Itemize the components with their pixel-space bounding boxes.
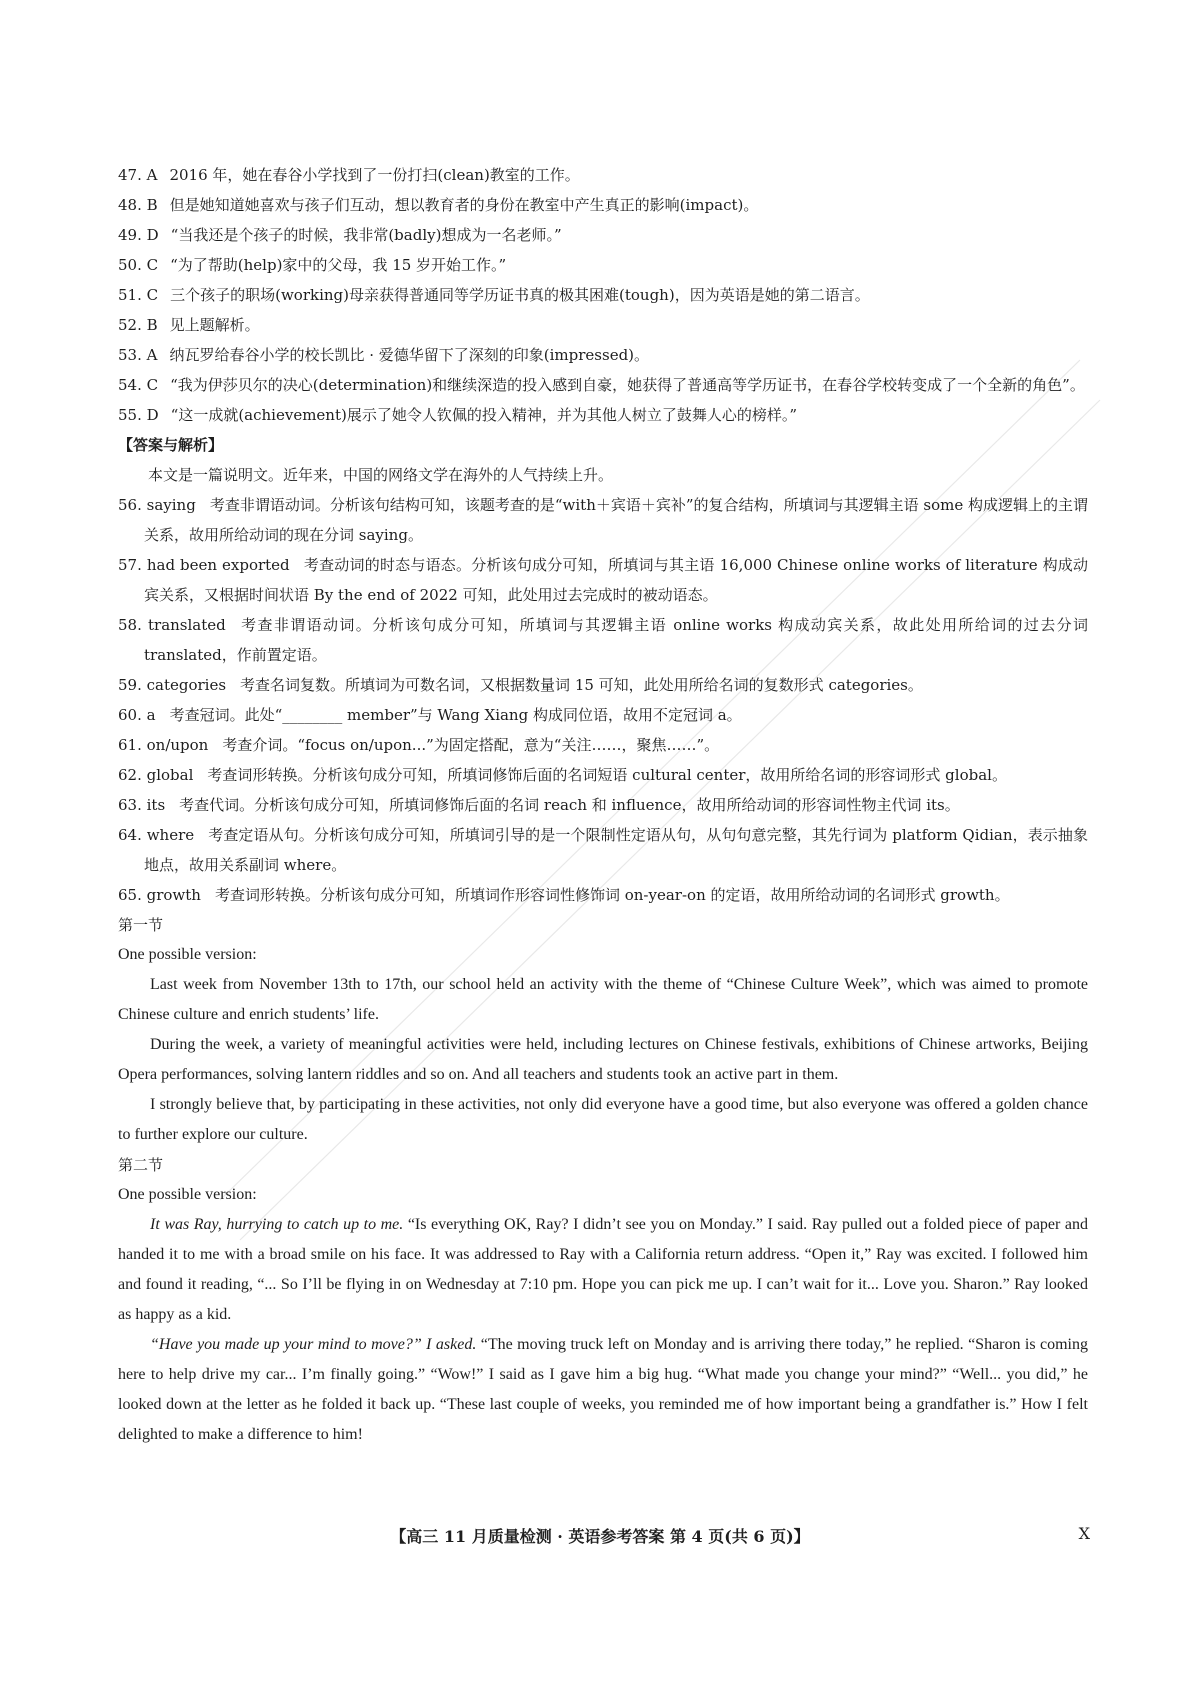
answer-explanation: 考查定语从句。分析该句成分可知，所填词引导的是一个限制性定语从句，从句句意完整，其先行词为 platform Qidian，表示抽象地点，故用关系副词 where。 [144,826,1088,874]
answer-item-59 [118,670,1088,700]
answer-explanation: 三个孩子的职场(working)母亲获得普通同等学历证书真的极其困难(tough)，因为英语是她的第二语言。 [170,286,870,304]
answer-explanation: 考查动词的时态与语态。分析该句成分可知，所填词与其主语 16,000 Chinese online works of literature 构成动宾关系，又根据时间状语 By the end of 2022 可知，此处用过去完成时的被动语态。 [144,556,1089,604]
answer-item-54 [118,370,1088,400]
answer-item-56 [118,490,1088,550]
answer-explanation: 但是她知道她喜欢与孩子们互动，想以教育者的身份在教室中产生真正的影响(impact)。 [169,196,759,214]
answer-explanation: 2016 年，她在春谷小学找到了一份打扫(clean)教室的工作。 [169,166,580,184]
answer-explanation: 见上题解析。 [169,316,260,334]
answer-explanation: “这一成就(achievement)展示了她令人钦佩的投入精神，并为其他人树立了鼓舞人心的榜样。” [170,406,798,424]
section-heading: 【答案与解析】 [118,436,224,454]
answer-item-61 [118,730,1088,760]
essay-text: “Is everything OK, Ray? I didn’t see you on Monday.” I said. Ray pulled out a folded piece of paper and handed it to me with a broad smile on his face. It was addressed to Ray with a California return address. “Open it,” Ray was excited. I followed him and found it reading, “... So I’ll be flying in on Wednesday at 7:10 pm. Hope you can pick me up. I can’t wait for it... Love you. Sharon.” Ray looked as happy as a kid. [118,1216,1089,1323]
essay-paragraph [118,1330,1088,1450]
essay-paragraph [118,1210,1088,1330]
answer-key: 62. global [118,766,194,784]
answer-explanation: 考查代词。分析该句成分可知，所填词修饰后面的名词 reach 和 influence，故用所给动词的形容词性物主代词 its。 [179,796,960,814]
answer-number: 54. C [118,376,159,394]
answer-explanation: 考查非谓语动词。分析该句成分可知，所填词与其逻辑主语 online works 构成动宾关系，故此处用所给词的过去分词 translated，作前置定语。 [144,616,1089,664]
answer-item-48 [118,190,1088,220]
answer-item-57 [118,550,1088,610]
answer-number: 51. C [118,286,159,304]
grammar-answers [118,490,1088,910]
answer-key: 61. on/upon [118,736,209,754]
answer-item-55 [118,400,1088,430]
answer-item-60 [118,700,1088,730]
answer-key: 58. translated [118,616,226,634]
writing-section-1 [118,910,1088,1150]
answer-item-58 [118,610,1088,670]
answer-number: 47. A [118,166,158,184]
answer-explanation: 纳瓦罗给春谷小学的校长凯比 · 爱德华留下了深刻的印象(impressed)。 [169,346,650,364]
answer-item-52 [118,310,1088,340]
answer-key: 65. growth [118,886,201,904]
essay-text: “The moving truck left on Monday and is arriving there today,” he replied. “Sharon is coming here to help drive my car... I’m finally going.” “Wow!” I said as I gave him a big hug. “What made you change your mind?” “Well... you did,” he looked down at the letter as he folded it back up. “These last couple of weeks, you reminded me of how important being a grandfather is.” How I felt delighted to make a difference to him! [118,1336,1088,1443]
answer-explanation: “为了帮助(help)家中的父母，我 15 岁开始工作。” [170,256,507,274]
answer-item-64 [118,820,1088,880]
answer-number: 50. C [118,256,159,274]
answer-explanation: 考查非谓语动词。分析该句结构可知，该题考查的是“with＋宾语＋宾补”的复合结构，所填词与其逻辑主语 some 构成逻辑上的主谓关系，故用所给动词的现在分词 saying。 [144,496,1088,544]
essay-paragraph: During the week, a variety of meaningful activities were held, including lectures on Chinese festivals, exhibitions of Chinese artworks, Beijing Opera performances, solving lantern riddles and so on. And all teachers and students took an active part in them. [118,1036,1088,1083]
essay-paragraph: I strongly believe that, by participating in these activities, not only did everyone have a good time, but also everyone was offered a golden chance to further explore our culture. [118,1096,1088,1143]
answer-item-62 [118,760,1088,790]
answer-key: 57. had been exported [118,556,290,574]
answer-explanation: 考查冠词。此处“________ member”与 Wang Xiang 构成同位语，故用不定冠词 a。 [169,706,742,724]
answer-explanation: 考查介词。“focus on/upon...”为固定搭配，意为“关注……，聚焦……”。 [222,736,720,754]
answer-explanation: “我为伊莎贝尔的决心(determination)和继续深造的投入感到自豪，她获得了普通高等学历证书，在春谷学校转变成了一个全新的角色”。 [170,376,1085,394]
given-opening-sentence: It was Ray, hurrying to catch up to me. [150,1216,404,1233]
answer-number: 55. D [118,406,159,424]
section-title: 第二节 [118,1156,164,1174]
answer-number: 53. A [118,346,158,364]
given-opening-sentence: “Have you made up your mind to move?” I asked. [150,1336,477,1353]
writing-section-2 [118,1150,1088,1450]
answer-explanation: 考查词形转换。分析该句成分可知，所填词作形容词性修饰词 on-year-on 的定语，故用所给动词的名词形式 growth。 [214,886,1010,904]
version-label: One possible version: [118,1186,257,1203]
answer-key: 59. categories [118,676,227,694]
answer-number: 48. B [118,196,158,214]
answer-content [118,160,1088,1450]
answer-key: 60. a [118,706,156,724]
answer-item-47 [118,160,1088,190]
essay-paragraph: Last week from November 13th to 17th, our school held an activity with the theme of “Chinese Culture Week”, which was aimed to promote Chinese culture and enrich students’ life. [118,976,1088,1023]
reading-answers [118,160,1088,430]
answer-item-49 [118,220,1088,250]
answer-item-53 [118,340,1088,370]
page-footer: 【高三 11 月质量检测 · 英语参考答案 第 4 页(共 6 页)】 [390,1527,810,1546]
section-title: 第一节 [118,916,164,934]
answer-item-63 [118,790,1088,820]
answer-item-51 [118,280,1088,310]
answer-number: 52. B [118,316,158,334]
answer-explanation: 考查名词复数。所填词为可数名词，又根据数量词 15 可知，此处用所给名词的复数形式 categories。 [240,676,923,694]
answer-item-65 [118,880,1088,910]
answer-key: 64. where [118,826,195,844]
answer-number: 49. D [118,226,159,244]
version-label: One possible version: [118,946,257,963]
answer-explanation: “当我还是个孩子的时候，我非常(badly)想成为一名老师。” [170,226,562,244]
answer-item-50 [118,250,1088,280]
answer-explanation: 考查词形转换。分析该句成分可知，所填词修饰后面的名词短语 cultural center，故用所给名词的形容词形式 global。 [207,766,1007,784]
answer-key: 63. its [118,796,166,814]
passage-intro: 本文是一篇说明文。近年来，中国的网络文学在海外的人气持续上升。 [148,466,614,484]
answer-key: 56. saying [118,496,196,514]
footer-mark: X [1078,1524,1090,1543]
